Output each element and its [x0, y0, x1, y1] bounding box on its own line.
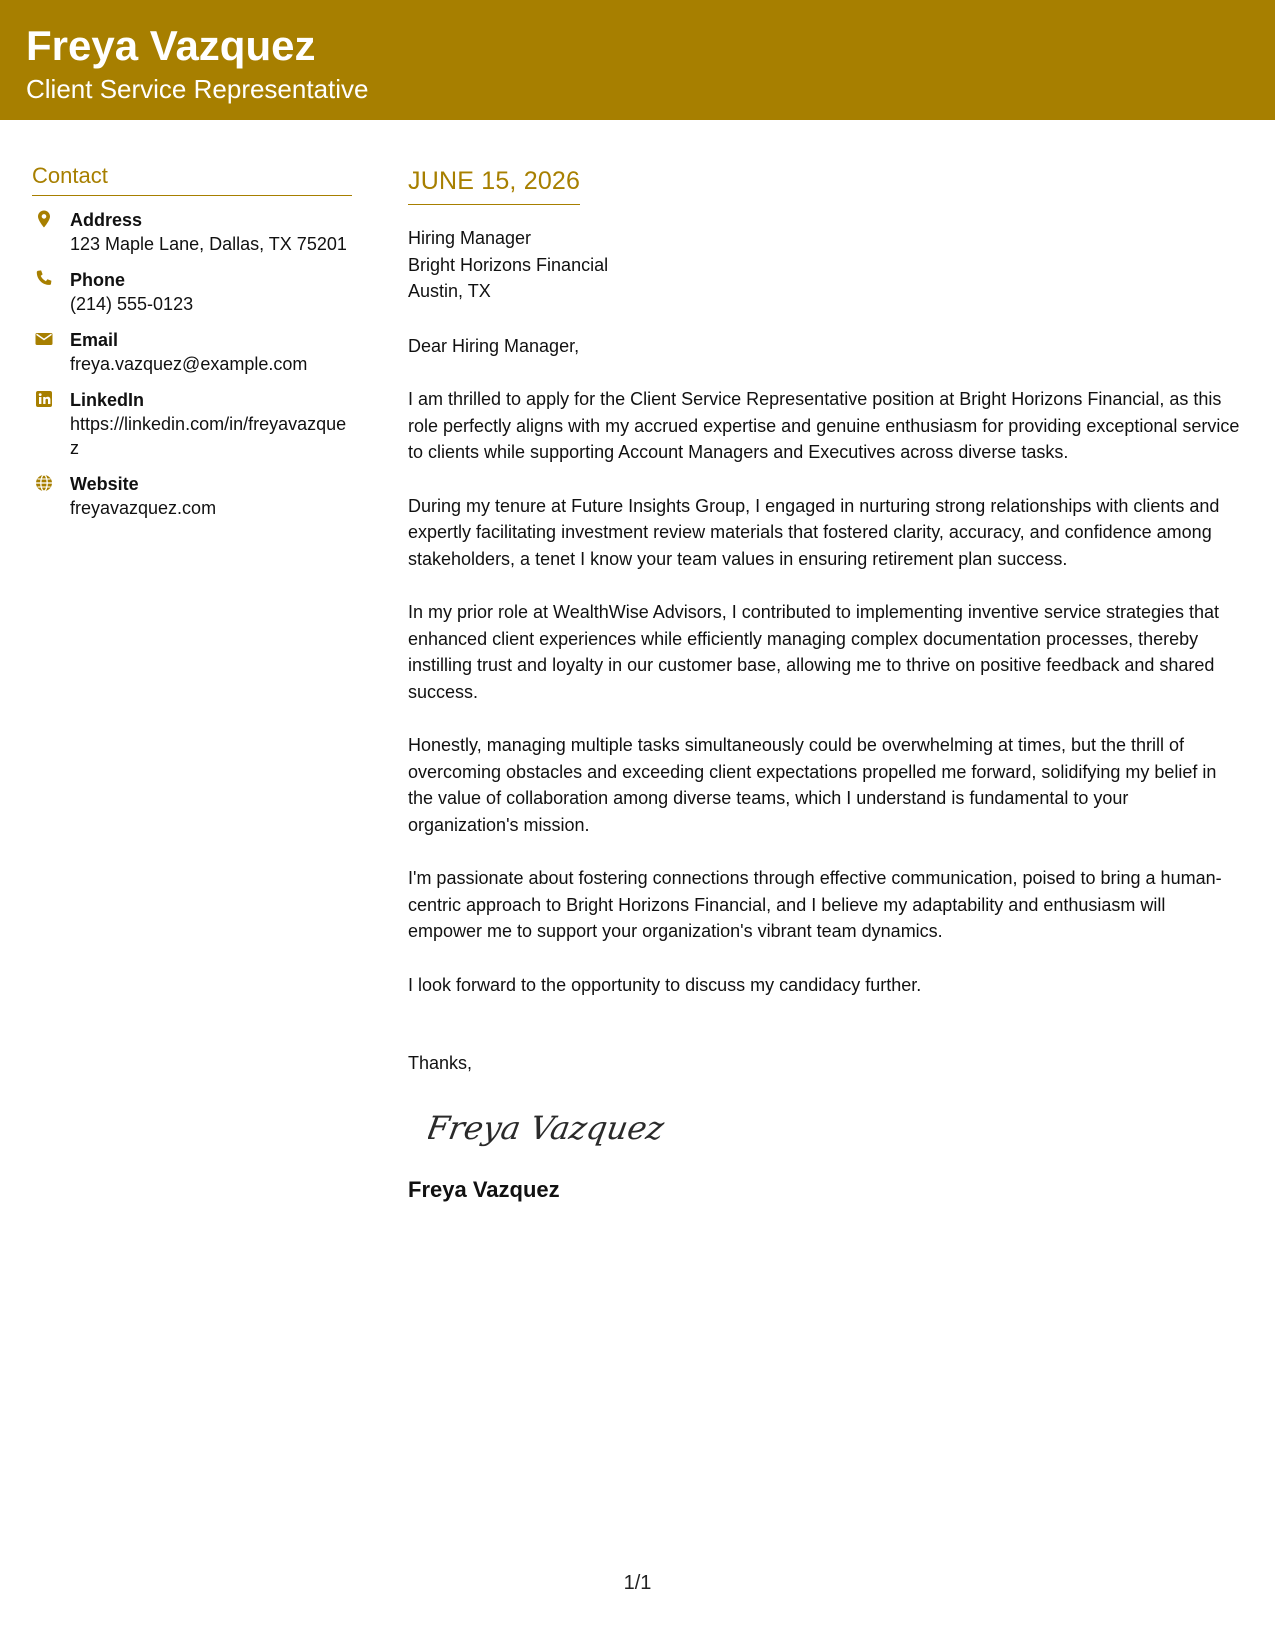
candidate-name: Freya Vazquez — [26, 22, 316, 69]
page-header — [0, 0, 1275, 120]
contact-label: LinkedIn — [70, 390, 145, 411]
contact-heading: Contact — [32, 163, 352, 196]
body-paragraph: During my tenure at Future Insights Group, I engaged in nurturing strong relationships with clients and expertly facilitating investment review materials that fostered clarity, accuracy, and confidence among stakeholders, a tenet I know your team values in ensuring retirement plan success. — [408, 495, 1220, 569]
closing: Thanks, — [408, 1053, 473, 1073]
envelope-icon — [34, 329, 54, 349]
candidate-role: Client Service Representative — [26, 74, 369, 104]
signature-text: Freya Vazquez — [428, 1108, 667, 1147]
contact-label: Email — [70, 330, 119, 351]
contact-label: Website — [70, 474, 139, 495]
globe-icon — [34, 473, 54, 493]
recipient-location: Austin, TX — [408, 281, 491, 301]
signature-image — [428, 1099, 688, 1159]
linkedin-icon — [34, 389, 54, 409]
recipient-company: Bright Horizons Financial — [408, 254, 609, 275]
body-paragraph: In my prior role at WealthWise Advisors, I contributed to implementing inventive service strategies that enhanced client experiences while efficiently managing complex documentation processes, thereby instilling trust and loyalty in our customer base, allowing me to thrive on positive feedback and shared success. — [408, 602, 1220, 702]
letter-date: JUNE 15, 2026 — [408, 166, 580, 205]
letter-body — [408, 166, 1243, 1203]
body-paragraph: I am thrilled to apply for the Client Service Representative position at Bright Horizons Financial, as this role perfectly aligns with my accrued expertise and genuine enthusiasm for providing exceptional service to clients while supporting Account Managers and Executives across diverse tasks. — [408, 389, 1240, 462]
contact-item-address — [32, 208, 352, 256]
phone-icon — [34, 269, 54, 289]
body-paragraph: Honestly, managing multiple tasks simultaneously could be overwhelming at times, but the thrill of overcoming obstacles and exceeding client expectations propelled me forward, solidifying my belief in the value of collaboration among diverse teams, which I understand is fundamental to your organization's mission. — [408, 735, 1217, 835]
body-paragraph: I'm passionate about fostering connections through effective communication, poised to bring a human-centric approach to Bright Horizons Financial, and I believe my adaptability and enthusiasm will empower me to support your organization's vibrant team dynamics. — [408, 868, 1222, 941]
contact-sidebar — [32, 163, 352, 520]
contact-item-linkedin — [32, 388, 352, 460]
signer-name: Freya Vazquez — [408, 1176, 560, 1202]
contact-label: Phone — [70, 270, 126, 291]
recipient-block — [408, 225, 1243, 305]
body-paragraph: I look forward to the opportunity to discuss my candidacy further. — [408, 974, 922, 995]
contact-value[interactable]: freyavazquez.com — [70, 498, 217, 519]
signature — [428, 1099, 1243, 1159]
contact-item-website — [32, 472, 352, 520]
recipient-title: Hiring Manager — [408, 228, 532, 248]
contact-value: 123 Maple Lane, Dallas, TX 75201 — [70, 234, 347, 255]
page-number: 1/1 — [623, 1572, 652, 1594]
greeting: Dear Hiring Manager, — [408, 335, 580, 356]
contact-item-phone — [32, 268, 352, 316]
contact-item-email — [32, 328, 352, 376]
contact-value: (214) 555-0123 — [70, 294, 194, 315]
map-pin-icon — [34, 209, 54, 229]
contact-label: Address — [70, 210, 143, 231]
contact-value[interactable]: freya.vazquez@example.com — [70, 354, 308, 375]
contact-value[interactable]: https://linkedin.com/in/freyavazquez — [70, 414, 347, 459]
